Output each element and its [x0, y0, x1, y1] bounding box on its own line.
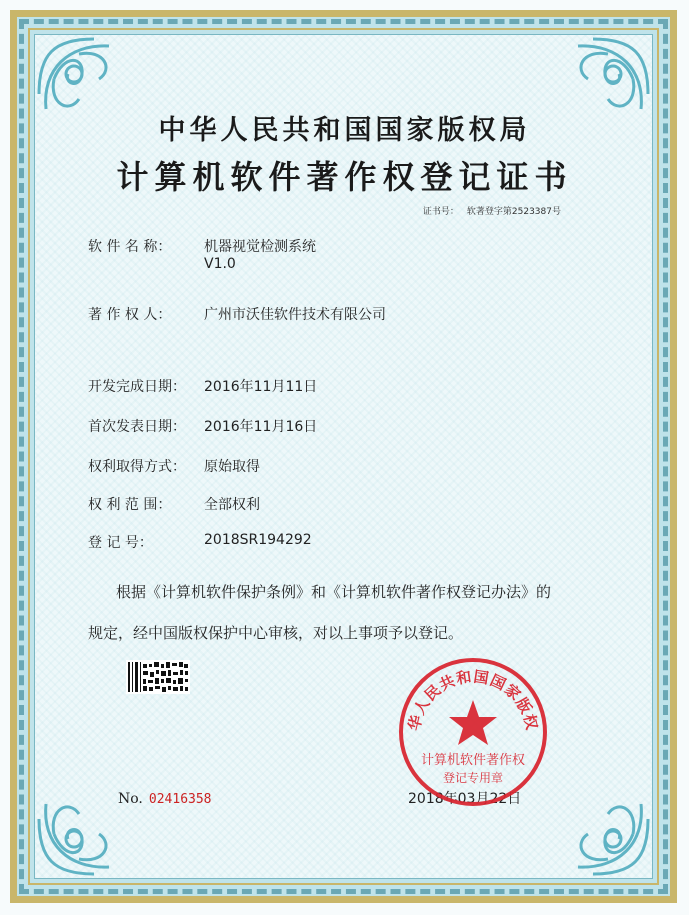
- barcode-icon: [126, 660, 190, 694]
- certificate-title: 计算机软件著作权登记证书: [116, 158, 573, 196]
- field-label: 登 记 号：: [88, 535, 153, 551]
- cert-number-value: 软著登字第2523387号: [466, 207, 561, 217]
- field-label: 权 利 范 围：: [88, 497, 172, 513]
- seal-line-2: 登记专用章: [442, 771, 504, 785]
- field-value: 2016年11月16日: [204, 419, 318, 435]
- star-icon: [449, 700, 497, 745]
- field-label: 开发完成日期：: [88, 379, 186, 395]
- serial-value: 02416358: [148, 792, 212, 807]
- seal-arc-text: 华人民共和国国家版权: [404, 667, 542, 733]
- field-value: 2018SR194292: [204, 532, 312, 548]
- cert-number-label: 证书号：: [422, 207, 459, 217]
- statement-line-2: 规定，经中国版权保护中心审核，对以上事项予以登记。: [88, 624, 464, 642]
- field-copyright-owner: [88, 304, 386, 324]
- official-seal: [397, 656, 549, 808]
- field-label: 权利取得方式：: [88, 459, 186, 475]
- field-value: 广州市沃佳软件技术有限公司: [204, 307, 386, 323]
- field-registration-number: [88, 532, 312, 552]
- field-label: 软 件 名 称：: [88, 239, 172, 255]
- issuing-authority: 中华人民共和国国家版权局: [158, 115, 531, 146]
- field-label: 首次发表日期：: [88, 419, 186, 435]
- field-label: 著 作 权 人：: [88, 307, 172, 323]
- field-value: 机器视觉检测系统: [204, 239, 316, 255]
- serial-number: [118, 791, 212, 807]
- field-value: 全部权利: [204, 497, 260, 513]
- field-value-wrap: [204, 236, 316, 272]
- field-value: 2016年11月11日: [204, 379, 318, 395]
- field-value: 原始取得: [204, 459, 260, 475]
- seal-line-1: 计算机软件著作权: [420, 753, 526, 768]
- corner-ornament-bottom-left: [34, 749, 164, 879]
- field-value-version: V1.0: [204, 256, 236, 272]
- certificate-number: [415, 204, 561, 217]
- field-software-name: [88, 236, 316, 272]
- issue-date: 2018年03月22日: [408, 791, 522, 807]
- field-rights-scope: [88, 494, 260, 514]
- field-acquisition-method: [88, 456, 260, 476]
- field-completion-date: [88, 376, 317, 396]
- field-publish-date: [88, 416, 317, 436]
- serial-label: No.: [118, 791, 143, 807]
- statement-line-1: 根据《计算机软件保护条例》和《计算机软件著作权登记办法》的: [116, 583, 552, 601]
